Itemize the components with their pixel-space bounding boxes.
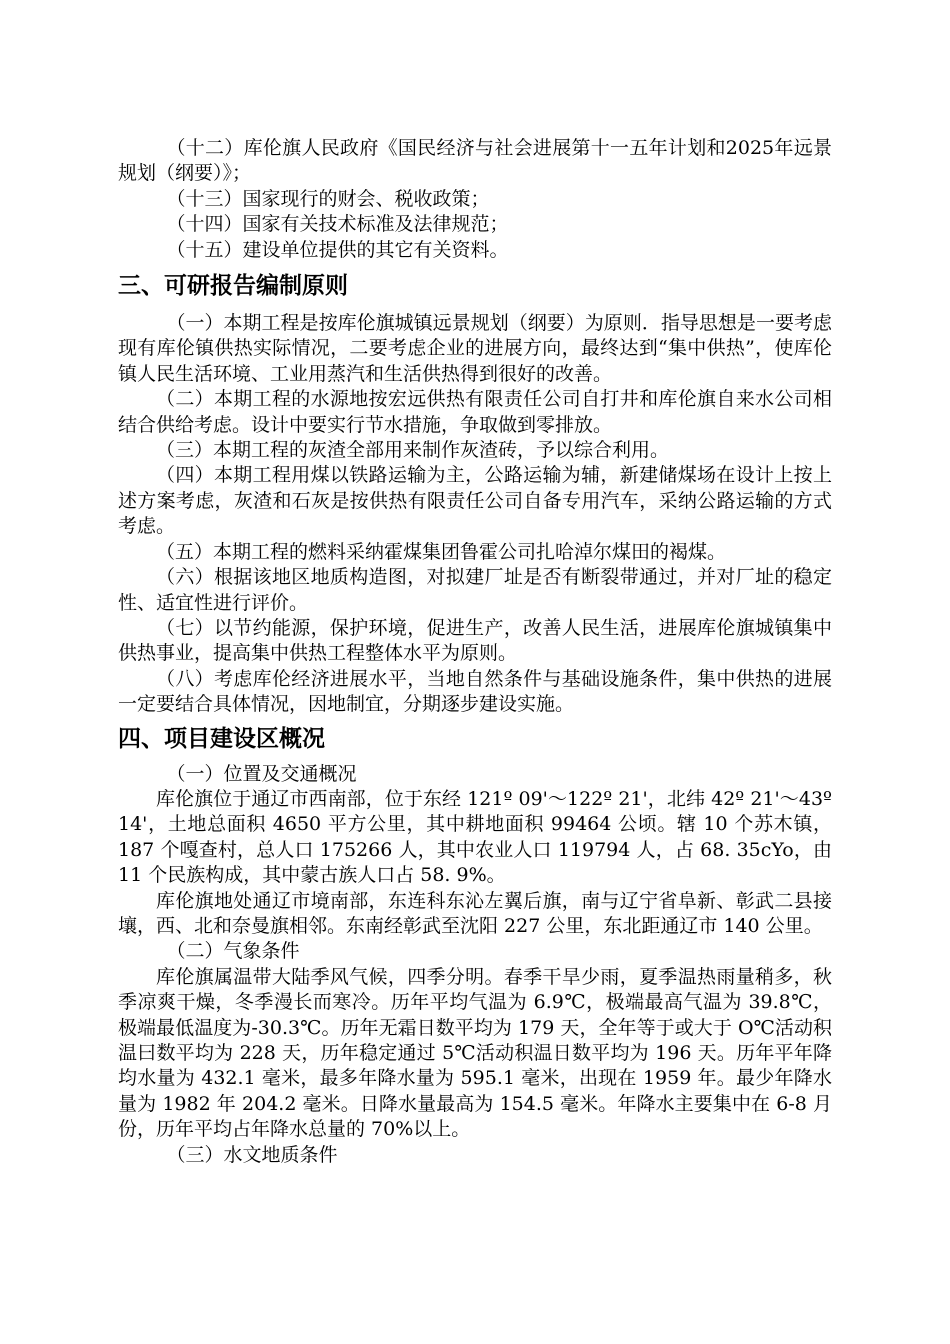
basis-item-12: （十二）库伦旗人民政府《国民经济与社会进展第十一五年计划和2025年远景规划（纲要）》； (118, 137, 832, 185)
principle-paragraph: （四）本期工程用煤以铁路运输为主，公路运输为辅，新建储煤场在设计上按上述方案考虑，灰渣和石灰是按供热有限责任公司自备专用汽车，采纳公路运输的方式考虑。 (118, 464, 832, 538)
basis-item-14: （十四）国家有关技术标准及法律规范； (166, 213, 509, 236)
principle-paragraph: （三）本期工程的灰渣全部用来制作灰渣砖，予以综合利用。 (156, 439, 670, 462)
subsection-title-climate: （二）气象条件 (166, 940, 300, 963)
subsection-title-location: （一）位置及交通概况 (166, 762, 357, 785)
principle-paragraph: （二）本期工程的水源地按宏远供热有限责任公司自打井和库伦旗自来水公司相结合供给考虑。设计中要实行节水措施，争取做到零排放。 (118, 388, 832, 436)
principle-paragraph: （七）以节约能源，保护环境，促进生产，改善人民生活，进展库伦旗城镇集中供热事业，提高集中供热工程整体水平为原则。 (118, 616, 832, 665)
basis-item-13: （十三）国家现行的财会、税收政策； (166, 187, 490, 210)
overview-paragraph: 库伦旗位于通辽市西南部，位于东经 121º 09'～122º 21'，北纬 42º 21'～43º 14'，土地总面积 4650 平方公里，其中耕地面积 99464 公顷。辖 10 个苏木镇，187 个嘎查村，总人口 175266 人，其中农业人口 119794 人，占 68. 35cYo，由 11 个民族构成，其中蒙古族人口占 58. 9%。 (118, 787, 832, 887)
principle-paragraph: （五）本期工程的燃料采纳霍煤集团鲁霍公司扎哈淖尔煤田的褐煤。 (156, 540, 727, 563)
section-heading-overview: 四、项目建设区概况 (118, 725, 325, 752)
document-page (118, 136, 832, 1168)
principle-paragraph: （一）本期工程是按库伦旗城镇远景规划（纲要）为原则．指导思想是一要考虑现有库伦镇供热实际情况，二要考虑企业的进展方向，最终达到“集中供热”，使库伦镇人民生活环境、工业用蒸汽和生活供热得到很好的改善。 (118, 312, 832, 385)
principle-paragraph: （六）根据该地区地质构造图，对拟建厂址是否有断裂带通过，并对厂址的稳定性、适宜性进行评价。 (118, 566, 832, 614)
climate-paragraph: 库伦旗属温带大陆季风气候，四季分明。春季干旱少雨，夏季温热雨量稍多，秋季凉爽干燥，冬季漫长而寒冷。历年平均气温为 6.9℃，极端最高气温为 39.8℃，极端最低温度为-30.3℃。历年无霜日数平均为 179 天，全年等于或大于 O℃活动积温曰数平均为 228 天，历年稳定通过 5℃活动积温日数平均为 196 天。历年平年降均水量为 432.1 毫米，最多年降水量为 595.1 毫米，出现在 1959 年。最少年降水量为 1982 年 204.2 毫米。日降水量最高为 154.5 毫米。年降水主要集中在 6-8 月份，历年平均占年降水总量的 70%以上。 (118, 965, 832, 1141)
principle-paragraph: （八）考虑库伦经济进展水平，当地自然条件与基础设施条件，集中供热的进展一定要结合具体情况，因地制宜，分期逐步建设实施。 (118, 667, 832, 716)
subsection-title-hydrogeology: （三）水文地质条件 (166, 1143, 338, 1166)
overview-paragraph: 库伦旗地处通辽市境南部，东连科东沁左翼后旗，南与辽宁省阜新、彰武二县接壤，西、北和奈曼旗相邻。东南经彰武至沈阳 227 公里，东北距通辽市 140 公里。 (118, 889, 832, 937)
basis-item-15: （十五）建设单位提供的其它有关资料。 (166, 238, 509, 261)
section-heading-principles: 三、可研报告编制原则 (118, 273, 348, 300)
